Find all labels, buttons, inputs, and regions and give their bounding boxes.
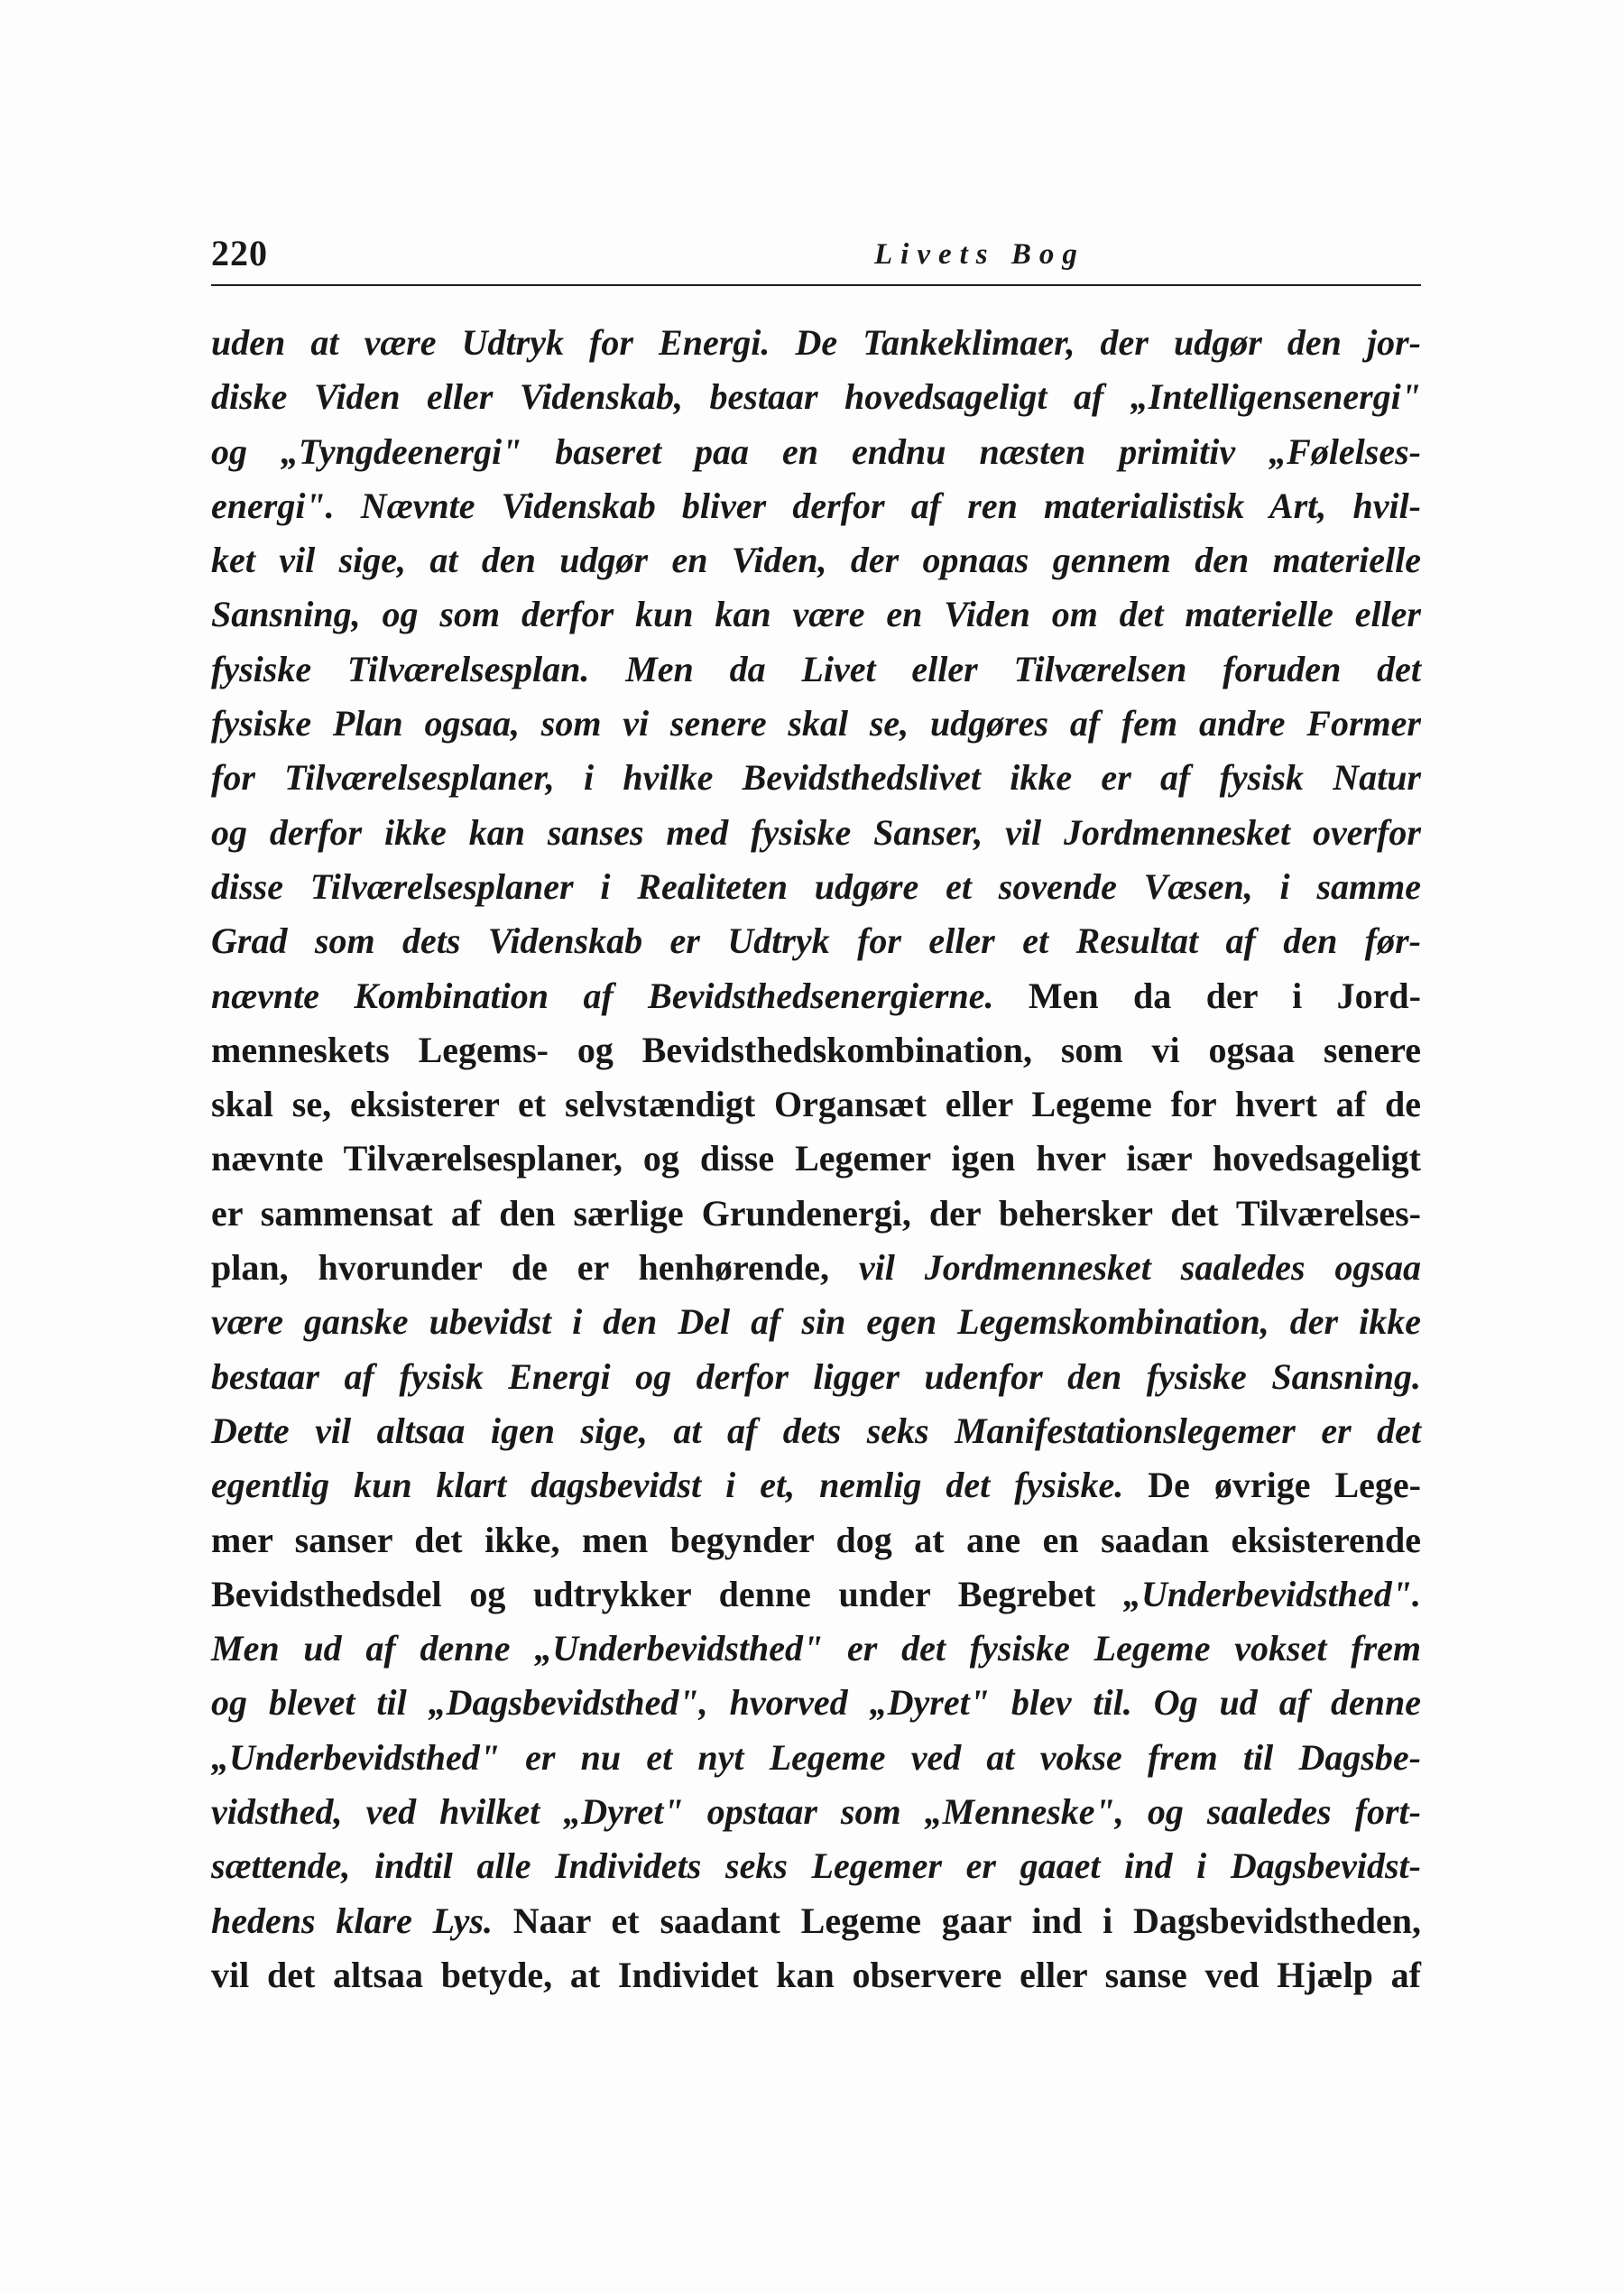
italic-text-segment: „Underbevidsthed" er nu et nyt Legeme ved at vokse frem til Dagsbe- xyxy=(211,1736,1421,1778)
italic-text-segment: Dette vil altsaa igen sige, at af dets seks Manifestationslegemer er det xyxy=(211,1410,1421,1451)
italic-text-segment: ket vil sige, at den udgør en Viden, der opnaas gennem den materielle xyxy=(211,540,1421,581)
italic-text-segment: Grad som dets Videnskab er Udtryk for eller et Resultat af den før- xyxy=(211,920,1421,962)
text-line xyxy=(211,1622,1421,1676)
italic-text-segment: energi". Nævnte Videnskab bliver derfor af ren materialistisk Art, hvil- xyxy=(211,485,1421,526)
italic-text-segment: og „Tyngdeenergi" baseret paa en endnu næsten primitiv „Følelses- xyxy=(211,430,1421,472)
italic-text-segment: vil Jordmennesket saaledes ogsaa xyxy=(858,1247,1421,1289)
text-segment: plan, hvorunder de er henhørende, xyxy=(211,1247,859,1289)
text-line xyxy=(211,1132,1421,1186)
text-line xyxy=(211,860,1421,914)
text-line xyxy=(211,1567,1421,1622)
italic-text-segment: og derfor ikke kan sanses med fysiske Sanser, vil Jordmennesket overfor xyxy=(211,811,1421,853)
text-line xyxy=(211,643,1421,697)
text-line xyxy=(211,1187,1421,1241)
text-line xyxy=(211,370,1421,424)
text-segment: mer sanser det ikke, men begynder dog at ane en saadan eksisterende xyxy=(211,1519,1421,1560)
text-line xyxy=(211,1676,1421,1730)
text-line xyxy=(211,914,1421,968)
italic-text-segment: uden at være Udtryk for Energi. De Tankeklimaer, der udgør den jor- xyxy=(211,322,1421,363)
italic-text-segment: nævnte Kombination af Bevidsthedsenergierne. xyxy=(211,975,994,1016)
text-segment: skal se, eksisterer et selvstændigt Organsæt eller Legeme for hvert af de xyxy=(211,1084,1421,1125)
text-line xyxy=(211,751,1421,805)
text-line xyxy=(211,1948,1421,2002)
italic-text-segment: vidsthed, ved hvilket „Dyret" opstaar som „Menneske", og saaledes fort- xyxy=(211,1791,1421,1833)
italic-text-segment: fysiske Plan ogsaa, som vi senere skal se, udgøres af fem andre Former xyxy=(211,703,1421,744)
book-title: Livets Bog xyxy=(874,238,1085,271)
italic-text-segment: fysiske Tilværelsesplan. Men da Livet eller Tilværelsen foruden det xyxy=(211,648,1421,689)
text-segment: Men da der i Jord- xyxy=(993,975,1421,1016)
text-line xyxy=(211,697,1421,751)
text-line xyxy=(211,1295,1421,1349)
text-line xyxy=(211,1731,1421,1785)
text-line xyxy=(211,1785,1421,1839)
text-line xyxy=(211,1023,1421,1077)
text-line xyxy=(211,1458,1421,1512)
text-line xyxy=(211,479,1421,533)
italic-text-segment: hedens klare Lys. xyxy=(211,1900,493,1941)
text-segment: vil det altsaa betyde, at Individet kan observere eller sanse ved Hjælp af xyxy=(211,1954,1421,1995)
body-text xyxy=(211,316,1421,2002)
text-line xyxy=(211,1839,1421,1893)
italic-text-segment: sættende, indtil alle Individets seks Legemer er gaaet ind i Dagsbevidst- xyxy=(211,1845,1421,1887)
text-line xyxy=(211,1894,1421,1948)
italic-text-segment: disse Tilværelsesplaner i Realiteten udgøre et sovende Væsen, i samme xyxy=(211,865,1421,907)
running-header xyxy=(211,230,1421,286)
text-segment: er sammensat af den særlige Grundenergi, der behersker det Tilværelses- xyxy=(211,1192,1421,1234)
text-line xyxy=(211,1077,1421,1132)
italic-text-segment: „Underbevidsthed". xyxy=(1123,1573,1421,1614)
text-line xyxy=(211,806,1421,860)
text-line xyxy=(211,316,1421,370)
italic-text-segment: bestaar af fysisk Energi og derfor ligger udenfor den fysiske Sansning. xyxy=(211,1355,1421,1397)
text-line xyxy=(211,1404,1421,1458)
text-line xyxy=(211,1513,1421,1567)
italic-text-segment: Sansning, og som derfor kun kan være en Viden om det materielle eller xyxy=(211,594,1421,635)
italic-text-segment: være ganske ubevidst i den Del af sin egen Legemskombination, der ikke xyxy=(211,1301,1421,1343)
italic-text-segment: Men ud af denne „Underbevidsthed" er det fysiske Legeme vokset frem xyxy=(211,1628,1421,1669)
italic-text-segment: for Tilværelsesplaner, i hvilke Bevidsthedslivet ikke er af fysisk Natur xyxy=(211,757,1421,799)
text-line xyxy=(211,1350,1421,1404)
text-segment: Bevidsthedsdel og udtrykker denne under Begrebet xyxy=(211,1573,1124,1614)
text-segment: nævnte Tilværelsesplaner, og disse Legemer igen hver især hovedsageligt xyxy=(211,1138,1421,1179)
italic-text-segment: diske Viden eller Videnskab, bestaar hovedsageligt af „Intelligensenergi" xyxy=(211,376,1421,418)
text-line xyxy=(211,969,1421,1023)
text-segment: Naar et saadant Legeme gaar ind i Dagsbevidstheden, xyxy=(492,1900,1421,1941)
italic-text-segment: og blevet til „Dagsbevidsthed", hvorved „Dyret" blev til. Og ud af denne xyxy=(211,1682,1421,1724)
text-segment: De øvrige Lege- xyxy=(1123,1465,1421,1506)
italic-text-segment: egentlig kun klart dagsbevidst i et, nemlig det fysiske. xyxy=(211,1465,1124,1506)
text-line xyxy=(211,425,1421,479)
text-line xyxy=(211,1241,1421,1295)
text-line xyxy=(211,533,1421,587)
text-segment: menneskets Legems- og Bevidsthedskombination, som vi ogsaa senere xyxy=(211,1029,1421,1070)
text-line xyxy=(211,587,1421,642)
page-number: 220 xyxy=(211,233,268,273)
